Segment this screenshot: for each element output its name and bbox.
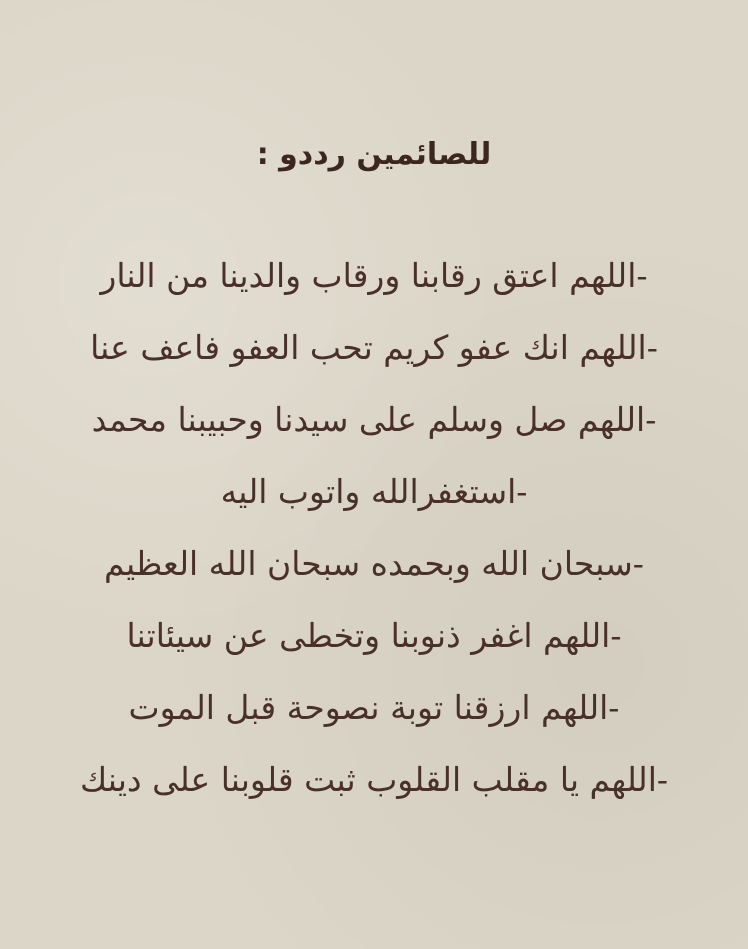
supplication-line-8: -اللهم يا مقلب القلوب ثبت قلوبنا على دينك xyxy=(79,760,669,799)
supplication-line-3: -اللهم صل وسلم على سيدنا وحبيبنا محمد xyxy=(91,400,657,439)
supplication-line-2: -اللهم انك عفو كريم تحب العفو فاعف عنا xyxy=(90,328,658,367)
supplication-list xyxy=(0,240,748,816)
supplication-line-5: -سبحان الله وبحمده سبحان الله العظيم xyxy=(104,544,644,583)
supplication-line-6: -اللهم اغفر ذنوبنا وتخطى عن سيئاتنا xyxy=(126,616,622,655)
page-title: للصائمين رددو : xyxy=(256,137,492,172)
supplication-line-4: -استغفرالله واتوب اليه xyxy=(220,472,528,511)
supplication-line-1: -اللهم اعتق رقابنا ورقاب والدينا من النار xyxy=(100,256,648,295)
supplication-line-7: -اللهم ارزقنا توبة نصوحة قبل الموت xyxy=(128,688,620,727)
